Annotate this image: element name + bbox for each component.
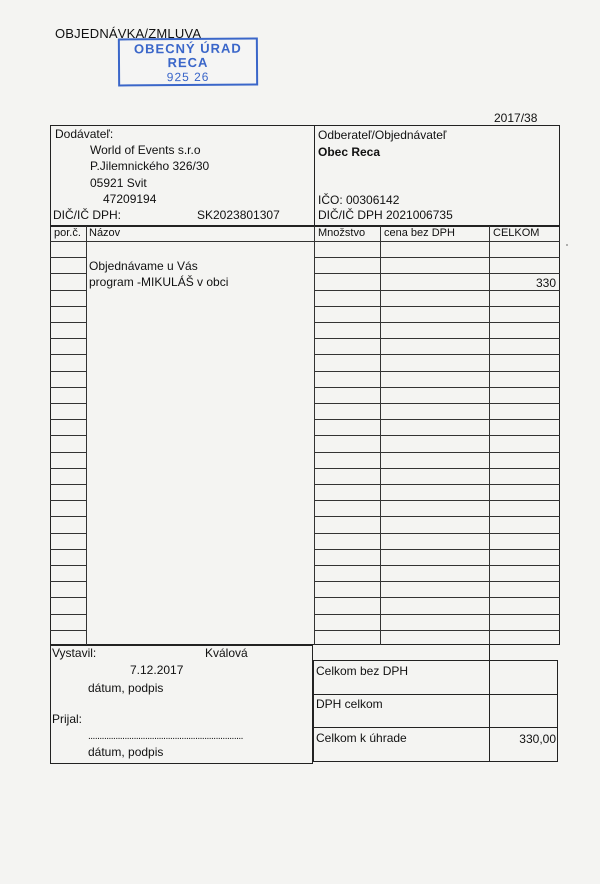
row-rule-num — [50, 500, 86, 501]
office-stamp — [118, 38, 258, 87]
col-header-total: CELKOM — [493, 227, 540, 239]
row-rule-amounts — [314, 533, 560, 534]
col-header-name: Názov — [89, 227, 121, 239]
row-rule-amounts — [314, 403, 560, 404]
stamp-line-3: 925 26 — [166, 69, 210, 85]
row-rule-amounts — [314, 273, 560, 274]
row-rule-amounts — [314, 419, 560, 420]
row-rule-num — [50, 387, 86, 388]
totals-divider-1 — [313, 694, 558, 695]
row-rule-amounts — [314, 435, 560, 436]
row-rule-amounts — [314, 338, 560, 339]
row-rule-num — [50, 549, 86, 550]
row-rule-num — [50, 565, 86, 566]
col-line-num — [86, 226, 87, 645]
supplier-heading: Dodávateľ: — [55, 127, 114, 141]
row-rule-num — [50, 533, 86, 534]
party-divider — [314, 125, 315, 226]
date-signature-label-1: dátum, podpis — [88, 681, 164, 695]
item-text-line-1: Objednávame u Vás — [89, 259, 198, 273]
row-rule-amounts — [314, 500, 560, 501]
table-header-rule — [50, 241, 560, 242]
row-rule-num — [50, 403, 86, 404]
signature-dotted-line: .................................................................... — [88, 731, 243, 742]
row-rule-amounts — [314, 516, 560, 517]
page-speck — [566, 244, 568, 246]
supplier-name: World of Events s.r.o — [90, 143, 201, 157]
row-rule-num — [50, 630, 86, 631]
customer-dic: DIČ/IČ DPH 2021006735 — [318, 208, 453, 222]
row-rule-num — [50, 290, 86, 291]
row-rule-amounts — [314, 322, 560, 323]
row-rule-num — [50, 581, 86, 582]
row-rule-num — [50, 614, 86, 615]
received-label: Prijal: — [52, 712, 83, 726]
row-rule-amounts — [314, 354, 560, 355]
row-rule-amounts — [314, 597, 560, 598]
row-rule-num — [50, 257, 86, 258]
row-rule-amounts — [314, 549, 560, 550]
row-rule-amounts — [314, 452, 560, 453]
item-text-line-2: program -MIKULÁŠ v obci — [89, 275, 229, 289]
customer-ico: IČO: 00306142 — [318, 193, 400, 207]
row-rule-num — [50, 435, 86, 436]
issued-date: 7.12.2017 — [130, 663, 184, 677]
row-rule-num — [50, 468, 86, 469]
row-rule-amounts — [314, 565, 560, 566]
total-vat-label: DPH celkom — [316, 697, 383, 711]
row-rule-amounts — [314, 581, 560, 582]
row-rule-num — [50, 371, 86, 372]
document-title: OBJEDNÁVKA/ZMLUVA — [55, 26, 202, 41]
row-rule-num — [50, 338, 86, 339]
total-due-label: Celkom k úhrade — [316, 731, 407, 745]
document-number: 2017/38 — [494, 111, 538, 125]
row-rule-num — [50, 419, 86, 420]
row-rule-amounts — [314, 257, 560, 258]
row-rule-amounts — [314, 484, 560, 485]
row-rule-amounts — [314, 630, 560, 631]
row-rule-num — [50, 516, 86, 517]
row-rule-amounts — [314, 387, 560, 388]
customer-name: Obec Reca — [318, 145, 381, 159]
col-header-num: por.č. — [54, 227, 81, 239]
stamp-line-2: RECA — [167, 54, 209, 71]
row-rule-num — [50, 484, 86, 485]
row-rule-num — [50, 273, 86, 274]
row-rule-amounts — [314, 468, 560, 469]
total-net-label: Celkom bez DPH — [316, 664, 409, 678]
customer-heading: Odberateľ/Objednávateľ — [318, 128, 447, 142]
totals-divider-2 — [313, 727, 558, 728]
row-rule-num — [50, 597, 86, 598]
stamp-line-1: OBECNÝ ÚRAD — [133, 40, 242, 57]
row-rule-num — [50, 354, 86, 355]
item-total: 330 — [535, 276, 556, 290]
supplier-city: 05921 Svit — [90, 176, 147, 190]
row-rule-num — [50, 452, 86, 453]
supplier-dic-label: DIČ/IČ DPH: — [53, 208, 122, 222]
col-header-qty: Množstvo — [318, 227, 366, 239]
row-rule-amounts — [314, 306, 560, 307]
row-rule-num — [50, 306, 86, 307]
row-rule-amounts — [314, 371, 560, 372]
date-signature-label-2: dátum, podpis — [88, 745, 164, 759]
total-due-value: 330,00 — [519, 732, 556, 746]
supplier-street: P.Jilemnického 326/30 — [90, 159, 210, 173]
issued-name: Kválová — [205, 646, 248, 660]
totals-column-divider — [489, 645, 490, 762]
row-rule-num — [50, 322, 86, 323]
issued-label: Vystavil: — [52, 646, 97, 660]
supplier-ico: 47209194 — [103, 192, 157, 206]
supplier-dic-value: SK2023801307 — [197, 208, 280, 222]
col-header-price: cena bez DPH — [384, 227, 455, 239]
row-rule-amounts — [314, 290, 560, 291]
row-rule-amounts — [314, 614, 560, 615]
